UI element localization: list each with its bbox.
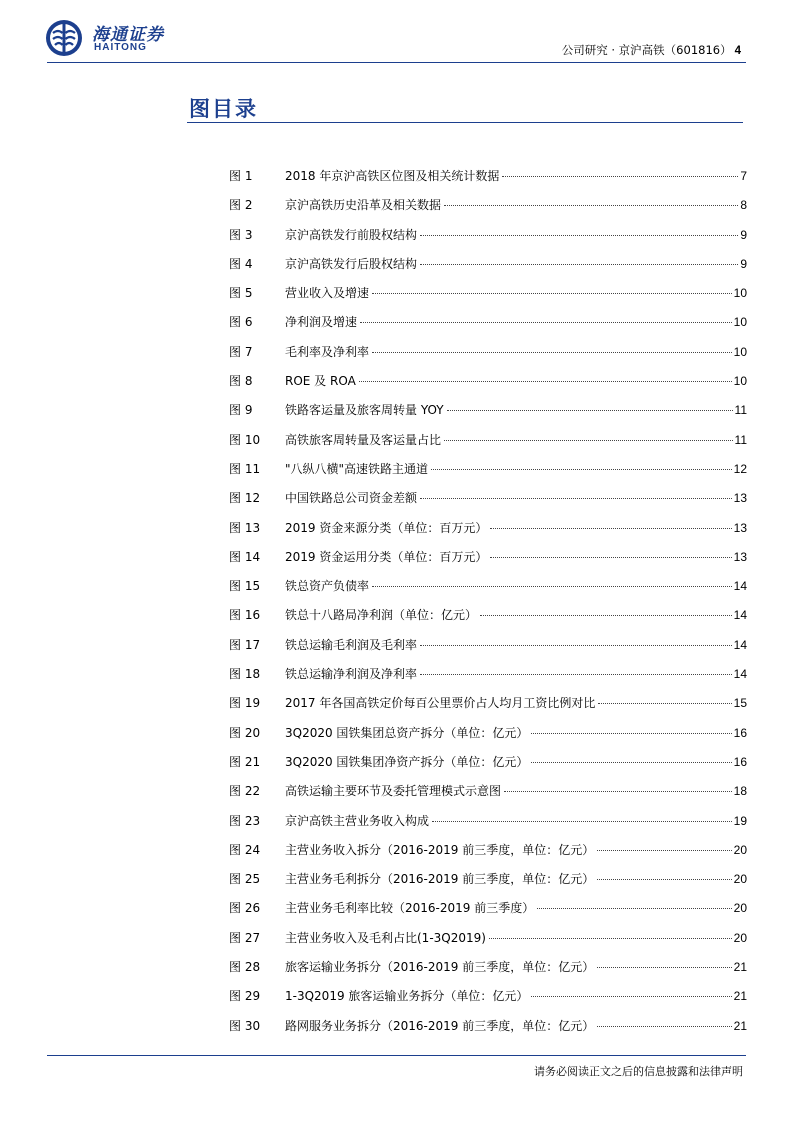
toc-dot-leader [597,850,731,851]
toc-dot-leader [504,791,732,792]
toc-page-number: 10 [733,286,747,301]
toc-dot-leader [531,996,731,997]
toc-figure-title[interactable]: ROE 及 ROA [285,374,356,389]
toc-page-number: 20 [733,872,747,887]
toc-page-number: 13 [733,491,747,506]
toc-entry[interactable] [229,548,747,577]
toc-figure-title[interactable]: 铁路客运量及旅客周转量 YOY [285,403,444,418]
company-logo [44,18,194,58]
toc-page-number: 7 [740,169,747,183]
toc-entry[interactable] [229,841,747,870]
toc-page-number: 14 [733,579,747,594]
toc-entry[interactable] [229,870,747,899]
toc-figure-number: 图 22 [229,784,261,799]
toc-figure-number: 图 27 [229,930,261,945]
toc-page-number: 21 [733,1018,747,1033]
toc-figure-number: 图 16 [229,608,261,623]
toc-figure-number: 图 8 [229,374,253,389]
toc-page-number: 13 [733,549,747,564]
toc-figure-title[interactable]: 3Q2020 国铁集团总资产拆分（单位：亿元） [285,725,529,740]
toc-figure-number: 图 30 [229,1018,261,1033]
toc-dot-leader [372,352,732,353]
toc-dot-leader [447,410,733,411]
toc-figure-number: 图 5 [229,286,253,301]
toc-entry[interactable] [229,724,747,753]
toc-figure-number: 图 20 [229,725,261,740]
toc-entry[interactable] [229,489,747,518]
toc-figure-title[interactable]: 旅客运输业务拆分（2016-2019 前三季度，单位：亿元） [285,960,595,975]
toc-dot-leader [444,440,733,441]
toc-figure-title[interactable]: "八纵八横"高速铁路主通道 [285,461,429,476]
toc-dot-leader [372,293,732,294]
toc-figure-title[interactable]: 主营业务收入及毛利占比(1-3Q2019) [285,930,486,945]
toc-dot-leader [597,1026,731,1027]
toc-dot-leader [531,733,731,734]
footer-divider [47,1055,746,1056]
toc-page-number: 20 [733,930,747,945]
toc-page-number: 21 [733,989,747,1004]
footer-disclaimer: 请务必阅读正文之后的信息披露和法律声明 [534,1065,743,1078]
toc-page-number: 16 [733,754,747,769]
toc-dot-leader [598,703,731,704]
toc-figure-title[interactable]: 主营业务毛利率比较（2016-2019 前三季度） [285,901,535,916]
toc-figure-title[interactable]: 高铁运输主要环节及委托管理模式示意图 [285,784,502,799]
toc-figure-title[interactable]: 路网服务业务拆分（2016-2019 前三季度，单位：亿元） [285,1018,595,1033]
toc-entry[interactable] [229,577,747,606]
toc-figure-title[interactable]: 毛利率及净利率 [285,344,370,359]
toc-page-number: 21 [733,960,747,975]
toc-figure-title[interactable]: 净利润及增速 [285,315,358,330]
toc-page-number: 19 [733,813,747,828]
toc-figure-number: 图 12 [229,491,261,506]
toc-entry[interactable] [229,460,747,489]
toc-dot-leader [420,235,738,236]
toc-entry[interactable] [229,196,747,225]
toc-figure-title[interactable]: 1-3Q2019 旅客运输业务拆分（单位：亿元） [285,989,529,1004]
toc-page-number: 14 [733,637,747,652]
toc-dot-leader [432,821,732,822]
toc-dot-leader [360,322,732,323]
toc-dot-leader [489,938,732,939]
toc-entry[interactable] [229,343,747,372]
title-divider [187,122,743,123]
toc-dot-leader [431,469,732,470]
toc-entry[interactable] [229,782,747,811]
toc-figure-number: 图 15 [229,579,261,594]
toc-dot-leader [502,176,738,177]
logo-english-name: HAITONG [94,42,147,53]
toc-dot-leader [372,586,732,587]
haitong-logo-icon [44,18,84,58]
toc-figure-title[interactable]: 高铁旅客周转量及客运量占比 [285,432,442,447]
toc-figure-number: 图 10 [229,432,261,447]
page-number: 4 [734,45,741,57]
toc-entry[interactable] [229,606,747,635]
toc-page-number: 9 [740,256,747,271]
toc-page-number: 14 [733,608,747,623]
toc-dot-leader [420,674,732,675]
toc-figure-number: 图 23 [229,813,261,828]
toc-page-number: 16 [733,725,747,740]
toc-figure-number: 图 26 [229,901,261,916]
toc-dot-leader [420,264,738,265]
toc-figure-title[interactable]: 京沪高铁历史沿革及相关数据 [285,198,442,213]
toc-page-number: 14 [733,667,747,682]
toc-figure-title[interactable]: 铁总运输毛利润及毛利率 [285,637,418,652]
toc-figure-number: 图 7 [229,344,253,359]
toc-entry[interactable] [229,431,747,460]
toc-page-number: 18 [733,784,747,799]
toc-figure-title[interactable]: 铁总运输净利润及净利率 [285,667,418,682]
toc-entry[interactable] [229,372,747,401]
toc-figure-number: 图 19 [229,696,261,711]
toc-page-number: 8 [740,198,747,213]
toc-entry[interactable] [229,167,747,196]
toc-figure-number: 图 2 [229,198,253,213]
toc-entry[interactable] [229,694,747,723]
toc-dot-leader [597,879,731,880]
toc-entry[interactable] [229,1017,747,1046]
toc-figure-number: 图 3 [229,227,253,242]
toc-entry[interactable] [229,519,747,548]
toc-dot-leader [490,557,731,558]
toc-figure-title[interactable]: 中国铁路总公司资金差额 [285,491,418,506]
toc-figure-title[interactable]: 营业收入及增速 [285,286,370,301]
toc-dot-leader [480,615,732,616]
logo-chinese-name: 海通证券 [92,25,164,45]
toc-figure-number: 图 25 [229,872,261,887]
page-title: 图目录 [189,97,258,121]
toc-entry[interactable] [229,812,747,841]
toc-entry[interactable] [229,665,747,694]
toc-entry[interactable] [229,753,747,782]
toc-entry[interactable] [229,958,747,987]
toc-figure-title[interactable]: 2017 年各国高铁定价每百公里票价占人均月工资比例对比 [285,696,596,711]
toc-dot-leader [537,908,731,909]
toc-page-number: 11 [734,432,747,447]
toc-entry[interactable] [229,929,747,958]
toc-figure-number: 图 24 [229,842,261,857]
toc-entry[interactable] [229,636,747,665]
toc-figure-title[interactable]: 主营业务收入拆分（2016-2019 前三季度，单位：亿元） [285,842,595,857]
toc-figure-title[interactable]: 2019 资金来源分类（单位：百万元） [285,520,488,535]
toc-figure-number: 图 4 [229,256,253,271]
toc-page-number: 10 [733,374,747,389]
toc-figure-title[interactable]: 2018 年京沪高铁区位图及相关统计数据 [285,169,500,183]
toc-entry[interactable] [229,401,747,430]
toc-page-number: 12 [733,461,747,476]
report-info-text: 公司研究 · 京沪高铁（601816） [561,43,732,57]
toc-entry[interactable] [229,284,747,313]
toc-entry[interactable] [229,226,747,255]
toc-figure-number: 图 6 [229,315,253,330]
toc-dot-leader [531,762,731,763]
toc-page-number: 15 [733,696,747,711]
toc-dot-leader [490,528,731,529]
toc-figure-title[interactable]: 3Q2020 国铁集团净资产拆分（单位：亿元） [285,754,529,769]
figure-list [229,167,747,1046]
toc-page-number: 10 [733,315,747,330]
toc-figure-title[interactable]: 京沪高铁发行前股权结构 [285,227,418,242]
toc-figure-number: 图 14 [229,549,261,564]
toc-page-number: 20 [733,901,747,916]
toc-entry[interactable] [229,987,747,1016]
toc-figure-number: 图 1 [229,169,253,183]
toc-page-number: 10 [733,344,747,359]
toc-figure-title[interactable]: 2019 资金运用分类（单位：百万元） [285,549,488,564]
toc-figure-number: 图 13 [229,520,261,535]
toc-dot-leader [597,967,731,968]
header-divider [47,62,746,63]
toc-figure-title[interactable]: 京沪高铁发行后股权结构 [285,256,418,271]
toc-dot-leader [444,205,738,206]
toc-entry[interactable] [229,255,747,284]
header-report-info [562,42,741,58]
toc-figure-title[interactable]: 铁总资产负债率 [285,579,370,594]
toc-entry[interactable] [229,313,747,342]
toc-entry[interactable] [229,899,747,928]
toc-figure-number: 图 21 [229,754,261,769]
toc-page-number: 9 [740,227,747,242]
toc-figure-number: 图 9 [229,403,253,418]
toc-figure-number: 图 28 [229,960,261,975]
toc-page-number: 11 [734,403,747,418]
toc-dot-leader [420,645,732,646]
toc-page-number: 13 [733,520,747,535]
toc-page-number: 20 [733,842,747,857]
toc-figure-number: 图 11 [229,461,261,476]
toc-dot-leader [420,498,732,499]
toc-dot-leader [359,381,732,382]
toc-figure-title[interactable]: 铁总十八路局净利润（单位：亿元） [285,608,478,623]
toc-figure-number: 图 17 [229,637,261,652]
toc-figure-number: 图 29 [229,989,261,1004]
toc-figure-title[interactable]: 京沪高铁主营业务收入构成 [285,813,430,828]
toc-figure-number: 图 18 [229,667,261,682]
toc-figure-title[interactable]: 主营业务毛利拆分（2016-2019 前三季度，单位：亿元） [285,872,595,887]
